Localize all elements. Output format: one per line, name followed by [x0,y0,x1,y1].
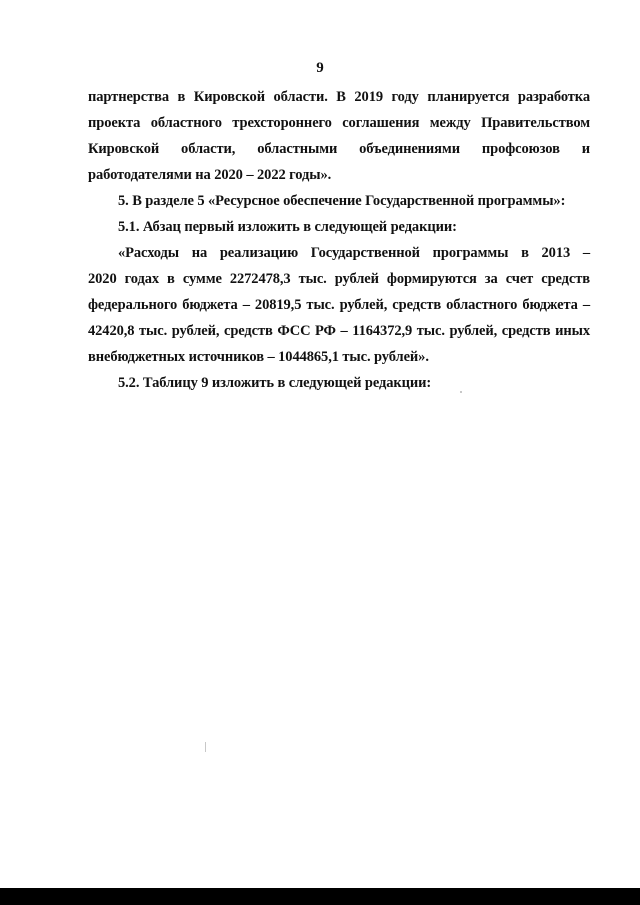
scan-speck [205,742,206,752]
paragraph-line: работодателями на 2020 – 2022 годы». [88,167,332,183]
document-body [88,84,590,396]
paragraph-line: 42420,8 тыс. рублей, средств ФСС РФ – 1164372,9 тыс. рублей, средств иных [88,323,590,339]
paragraph-line: внебюджетных источников – 1044865,1 тыс. рублей». [88,349,429,365]
paragraph-line: 2020 годах в сумме 2272478,3 тыс. рублей формируются за счет средств [88,271,590,287]
subsection-heading: 5.2. Таблицу 9 изложить в следующей редакции: [118,375,432,391]
paragraph-line: федерального бюджета – 20819,5 тыс. рублей, средств областного бюджета – [88,297,590,313]
paragraph-line: проекта областного трехстороннего соглашения между Правительством [88,115,590,131]
scan-border-bar [0,888,640,905]
scan-speck [460,391,462,393]
paragraph-line: «Расходы на реализацию Государственной программы в 2013 – [118,245,590,261]
section-heading: 5. В разделе 5 «Ресурсное обеспечение Государственной программы»: [118,193,566,209]
paragraph-line: Кировской области, областными объединениями профсоюзов и [88,141,590,157]
subsection-heading: 5.1. Абзац первый изложить в следующей редакции: [118,219,457,235]
page-number: 9 [316,60,324,76]
paragraph-line: партнерства в Кировской области. В 2019 году планируется разработка [88,89,590,105]
